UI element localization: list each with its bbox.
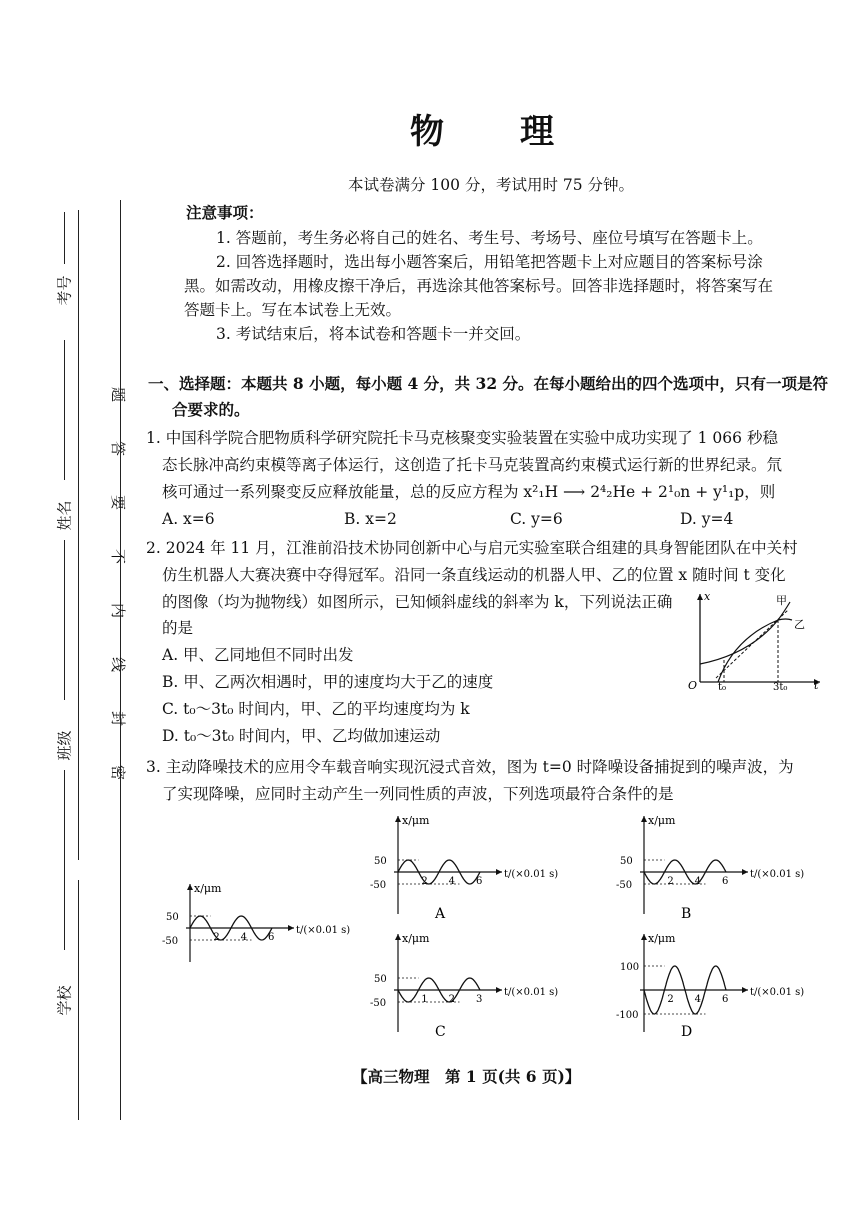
q3-line-1: 3. 主动降噪技术的应用令车载音响实现沉浸式音效，图为 t=0 时降噪设备捕捉到的噪声波，为 <box>146 758 794 776</box>
q3-tick-label: 4 <box>240 932 248 943</box>
q3-tick-label: 4 <box>448 876 456 887</box>
q1-line-3: 核可通过一系列聚变反应释放能量，总的反应方程为 x²₁H ⟶ 2⁴₂He + 2¹₀n + y¹₁p，则 <box>162 483 776 501</box>
q3-y-axis-label: x/μm <box>648 932 676 945</box>
q3-neg-amplitude-label: -50 <box>370 880 387 891</box>
margin-outer-line <box>78 210 79 860</box>
q3-tick-label: 3 <box>476 994 483 1005</box>
q3-option-a-graph <box>368 810 568 920</box>
title-char-1: 物 <box>410 112 446 152</box>
q2-line-3: 的图像（均为抛物线）如图所示，已知倾斜虚线的斜率为 k，下列说法正确 <box>162 593 673 611</box>
q3-y-axis-label: x/μm <box>194 882 222 895</box>
q3-noise-wave-graph <box>160 878 360 968</box>
q3-tick-label: 2 <box>667 876 674 887</box>
q3-tick-label: 6 <box>722 994 729 1005</box>
q3-pos-amplitude-label: 50 <box>374 974 387 985</box>
q2-3t0-label: 3t₀ <box>773 682 788 692</box>
q2-curve-yi-label: 乙 <box>794 618 805 631</box>
q3-tick-label: 6 <box>476 876 483 887</box>
q3-option-caption: D <box>681 1024 693 1038</box>
q3-option-c-graph <box>368 928 568 1038</box>
q3-neg-amplitude-label: -50 <box>162 936 179 947</box>
page-footer: 【高三物理 第 1 页(共 6 页)】 <box>352 1067 581 1086</box>
seal-char: 密 <box>109 765 127 781</box>
q3-x-axis-label: t/(×0.01 s) <box>296 925 351 936</box>
q2-line-4: 的是 <box>162 619 194 637</box>
q2-t0-label: t₀ <box>718 682 727 692</box>
q2-option-a: A. 甲、乙同地但不同时出发 <box>162 646 354 664</box>
fill-line-name <box>64 540 65 700</box>
notice-line-3: 黑。如需改动，用橡皮擦干净后，再选涂其他答案标号。回答非选择题时，将答案写在 <box>184 277 774 295</box>
q2-origin-label: O <box>688 679 698 692</box>
seal-char: 题 <box>109 387 127 403</box>
margin-outer-line-lower <box>78 880 79 1120</box>
q3-pos-amplitude-label: 50 <box>620 856 633 867</box>
seal-char: 内 <box>109 603 127 619</box>
q1-option-b: B. x=2 <box>344 510 397 528</box>
notice-line-4: 答题卡上。写在本试卷上无效。 <box>184 301 402 319</box>
q3-option-b-graph <box>614 810 814 920</box>
q3-tick-label: 2 <box>421 876 428 887</box>
q3-y-axis-label: x/μm <box>402 932 430 945</box>
q3-option-caption: A <box>435 906 446 920</box>
q2-option-d: D. t₀～3t₀ 时间内，甲、乙均做加速运动 <box>162 727 441 745</box>
q3-neg-amplitude-label: -100 <box>616 1010 639 1021</box>
exam-subtitle: 本试卷满分 100 分，考试用时 75 分钟。 <box>348 176 635 194</box>
seal-char: 要 <box>109 495 127 511</box>
notice-line-2: 2. 回答选择题时，选出每小题答案后，用铅笔把答题卡上对应题目的答案标号涂 <box>216 253 763 271</box>
q3-pos-amplitude-label: 50 <box>166 912 179 923</box>
fill-line-class <box>64 770 65 950</box>
notice-line-1: 1. 答题前，考生务必将自己的姓名、考生号、考场号、座位号填写在答题卡上。 <box>216 229 763 247</box>
notice-line-5: 3. 考试结束后，将本试卷和答题卡一并交回。 <box>216 325 531 343</box>
q3-option-caption: B <box>681 906 692 920</box>
q3-tick-label: 6 <box>722 876 729 887</box>
q3-neg-amplitude-label: -50 <box>616 880 633 891</box>
seal-text-column <box>92 370 127 802</box>
q3-x-axis-label: t/(×0.01 s) <box>504 987 559 998</box>
q3-tick-label: 2 <box>667 994 674 1005</box>
q3-x-axis-label: t/(×0.01 s) <box>504 869 559 880</box>
q1-option-c: C. y=6 <box>510 510 563 528</box>
q3-pos-amplitude-label: 50 <box>374 856 387 867</box>
q3-tick-label: 4 <box>694 876 702 887</box>
seal-char: 线 <box>109 657 127 673</box>
q2-curve-jia-label: 甲 <box>776 594 787 607</box>
q2-option-c: C. t₀～3t₀ 时间内，甲、乙的平均速度均为 k <box>162 700 470 718</box>
q1-line-2: 态长脉冲高约束模等离子体运行，这创造了托卡马克装置高约束模式运行新的世界纪录。氘 <box>162 456 783 474</box>
q1-option-d: D. y=4 <box>680 510 734 528</box>
q3-x-axis-label: t/(×0.01 s) <box>750 869 805 880</box>
q3-tick-label: 2 <box>213 932 220 943</box>
q2-x-axis-label: x <box>704 590 711 603</box>
label-name: 姓名 <box>55 500 74 531</box>
q3-y-axis-label: x/μm <box>648 814 676 827</box>
q3-line-2: 了实现降噪，应同时主动产生一列同性质的声波，下列选项最符合条件的是 <box>162 785 674 803</box>
fill-line-exam-number-2 <box>64 340 65 480</box>
q2-line-1: 2. 2024 年 11 月，江淮前沿技术协同创新中心与启元实验室联合组建的具身智能团队在中关村 <box>146 539 798 557</box>
seal-char: 封 <box>109 711 127 727</box>
q2-t-axis-label: t <box>814 679 819 692</box>
seal-char: 不 <box>109 549 127 565</box>
q1-line-1: 1. 中国科学院合肥物质科学研究院托卡马克核聚变实验装置在实验中成功实现了 1 066 秒稳 <box>146 429 778 447</box>
q1-option-a: A. x=6 <box>162 510 215 528</box>
q2-position-time-graph <box>680 588 830 692</box>
seal-char: 答 <box>109 441 127 457</box>
title-char-2: 理 <box>520 112 556 152</box>
q3-tick-label: 6 <box>268 932 275 943</box>
section1-heading-cont: 合要求的。 <box>172 400 250 419</box>
label-class: 班级 <box>55 730 74 761</box>
notice-heading: 注意事项： <box>186 203 264 222</box>
label-exam-number: 考号 <box>55 275 74 306</box>
q3-y-axis-label: x/μm <box>402 814 430 827</box>
label-school: 学校 <box>55 985 74 1016</box>
q2-line-2: 仿生机器人大赛决赛中夺得冠军。沿同一条直线运动的机器人甲、乙的位置 x 随时间 t 变化 <box>162 566 786 584</box>
q3-x-axis-label: t/(×0.01 s) <box>750 987 805 998</box>
q3-tick-label: 1 <box>421 994 428 1005</box>
q3-option-caption: C <box>435 1024 446 1038</box>
fill-line-exam-number <box>64 212 65 264</box>
q3-option-d-graph <box>614 928 814 1038</box>
q3-tick-label: 4 <box>694 994 702 1005</box>
q2-option-b: B. 甲、乙两次相遇时，甲的速度均大于乙的速度 <box>162 673 494 691</box>
q3-pos-amplitude-label: 100 <box>620 962 640 973</box>
section1-heading: 一、选择题：本题共 8 小题，每小题 4 分，共 32 分。在每小题给出的四个选项中，只有一项是符 <box>148 374 829 393</box>
q3-neg-amplitude-label: -50 <box>370 998 387 1009</box>
q3-tick-label: 2 <box>448 994 456 1005</box>
